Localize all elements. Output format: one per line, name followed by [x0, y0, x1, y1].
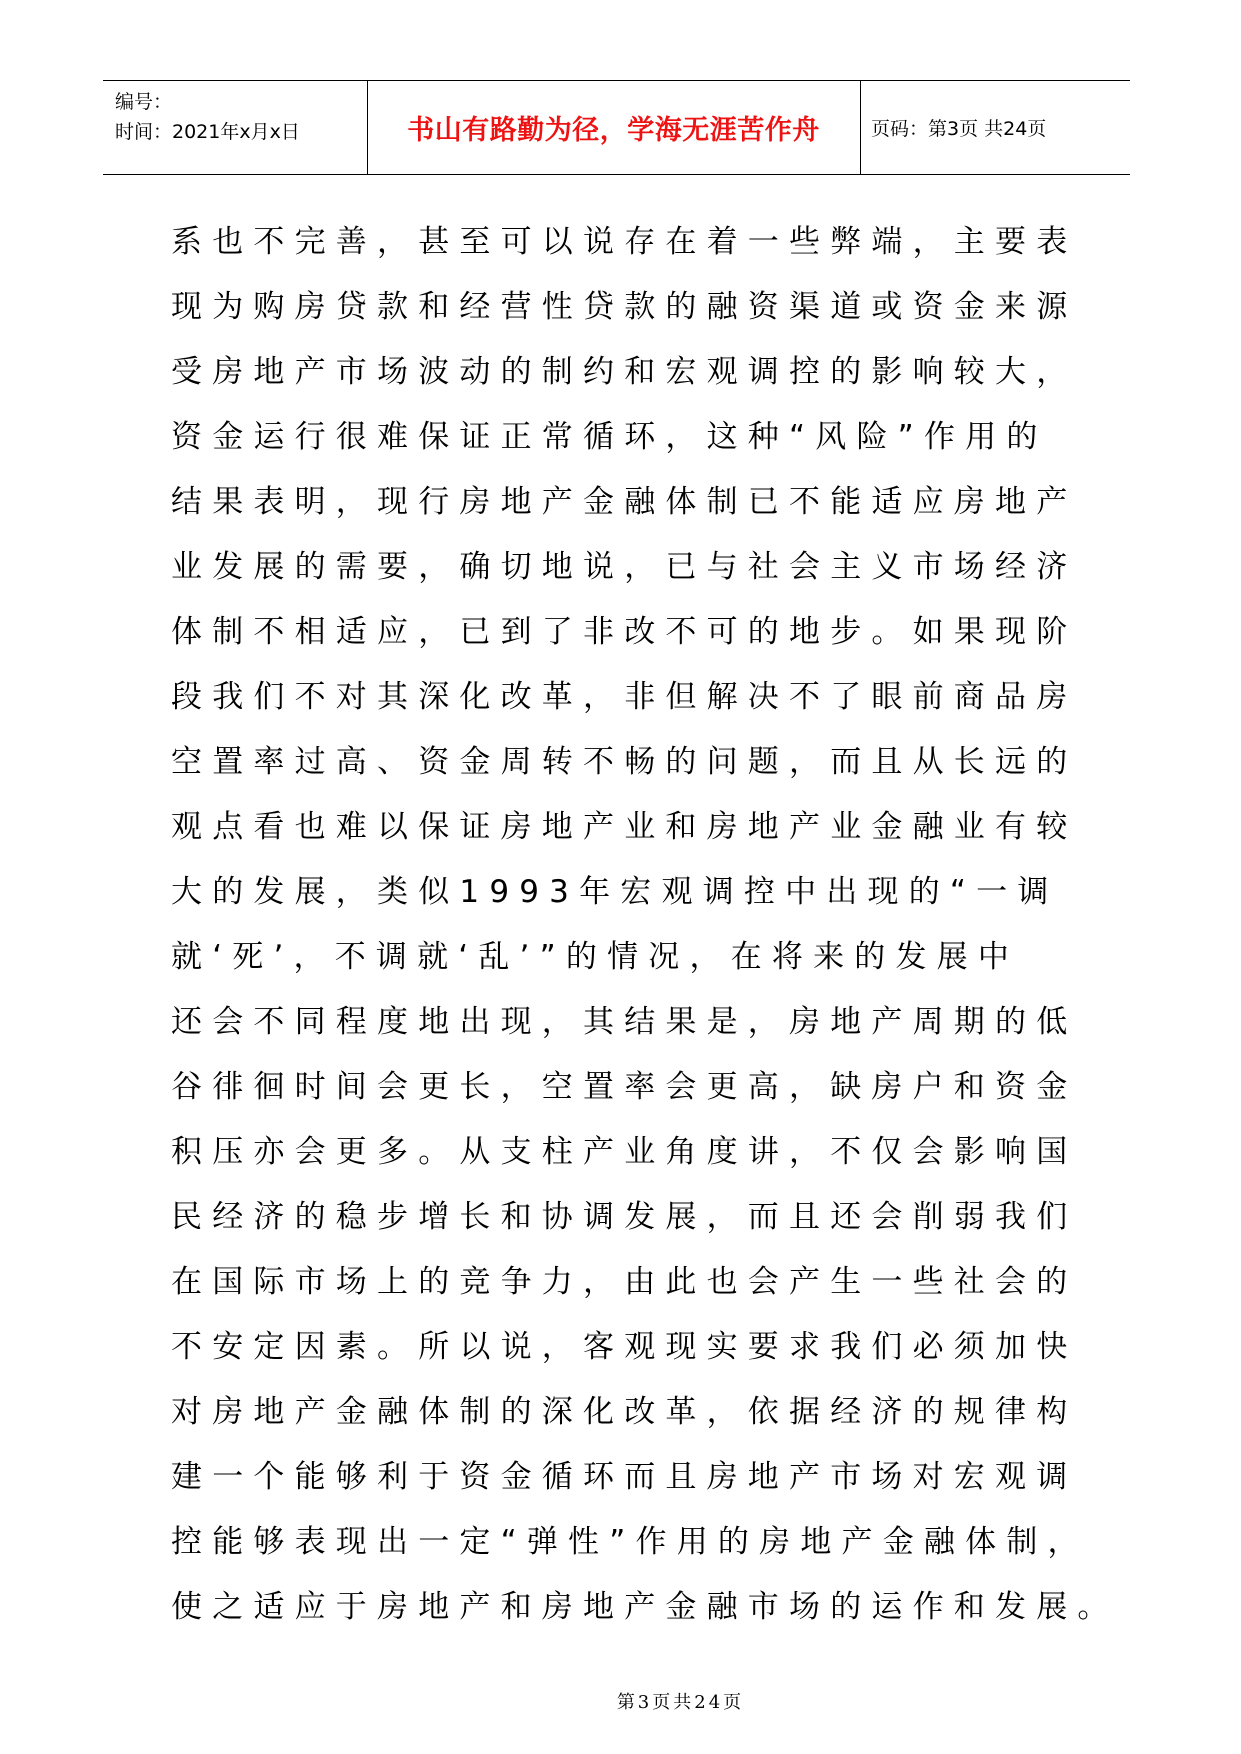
text-line: 谷徘徊时间会更长，空置率会更高，缺房户和资金 — [171, 1069, 1078, 1105]
text-line: 不安定因素。所以说，客观现实要求我们必须加快 — [171, 1329, 1078, 1365]
text-line: 还会不同程度地出现，其结果是，房地产周期的低 — [171, 1004, 1078, 1040]
text-line: 资金运行很难保证正常循环，这种“风险”作用的 — [171, 419, 1048, 455]
footer-page-number: 第3页共24页 — [616, 1692, 745, 1713]
header-meta — [115, 87, 300, 147]
text-line: 民经济的稳步增长和协调发展，而且还会削弱我们 — [171, 1199, 1078, 1235]
document-time-label: 时间：2021年x月x日 — [115, 121, 300, 143]
text-line: 使之适应于房地产和房地产金融市场的运作和发展。 — [171, 1589, 1119, 1625]
text-line: 积压亦会更多。从支柱产业角度讲，不仅会影响国 — [171, 1134, 1078, 1170]
text-line: 系也不完善，甚至可以说存在着一些弊端，主要表 — [171, 224, 1078, 260]
text-line: 建一个能够利于资金循环而且房地产市场对宏观调 — [171, 1459, 1078, 1495]
header-page-number: 页码：第3页 共24页 — [871, 118, 1047, 140]
text-line: 受房地产市场波动的制约和宏观调控的影响较大， — [171, 354, 1078, 390]
text-line: 空置率过高、资金周转不畅的问题，而且从长远的 — [171, 744, 1078, 780]
text-line: 段我们不对其深化改革，非但解决不了眼前商品房 — [171, 679, 1078, 715]
header-divider-right — [860, 81, 861, 174]
text-line: 在国际市场上的竞争力，由此也会产生一些社会的 — [171, 1264, 1078, 1300]
text-line: 业发展的需要，确切地说，已与社会主义市场经济 — [171, 549, 1078, 585]
document-number-label: 编号： — [115, 91, 173, 113]
text-line: 观点看也难以保证房地产业和房地产业金融业有较 — [171, 809, 1078, 845]
text-line: 控能够表现出一定“弹性”作用的房地产金融体制， — [171, 1524, 1089, 1560]
text-line: 大的发展，类似1993年宏观调控中出现的“一调 — [171, 874, 1059, 910]
text-line: 体制不相适应，已到了非改不可的地步。如果现阶 — [171, 614, 1078, 650]
page-header — [103, 80, 1130, 175]
text-line: 对房地产金融体制的深化改革，依据经济的规律构 — [171, 1394, 1078, 1430]
text-line: 结果表明，现行房地产金融体制已不能适应房地产 — [171, 484, 1078, 520]
page-footer — [0, 1688, 1241, 1714]
document-body — [171, 210, 1119, 1640]
text-line: 就‘死’，不调就‘乱’”的情况，在将来的发展中 — [171, 939, 1020, 975]
text-line: 现为购房贷款和经营性贷款的融资渠道或资金来源 — [171, 289, 1078, 325]
header-motto: 书山有路勤为径，学海无涯苦作舟 — [407, 115, 820, 146]
